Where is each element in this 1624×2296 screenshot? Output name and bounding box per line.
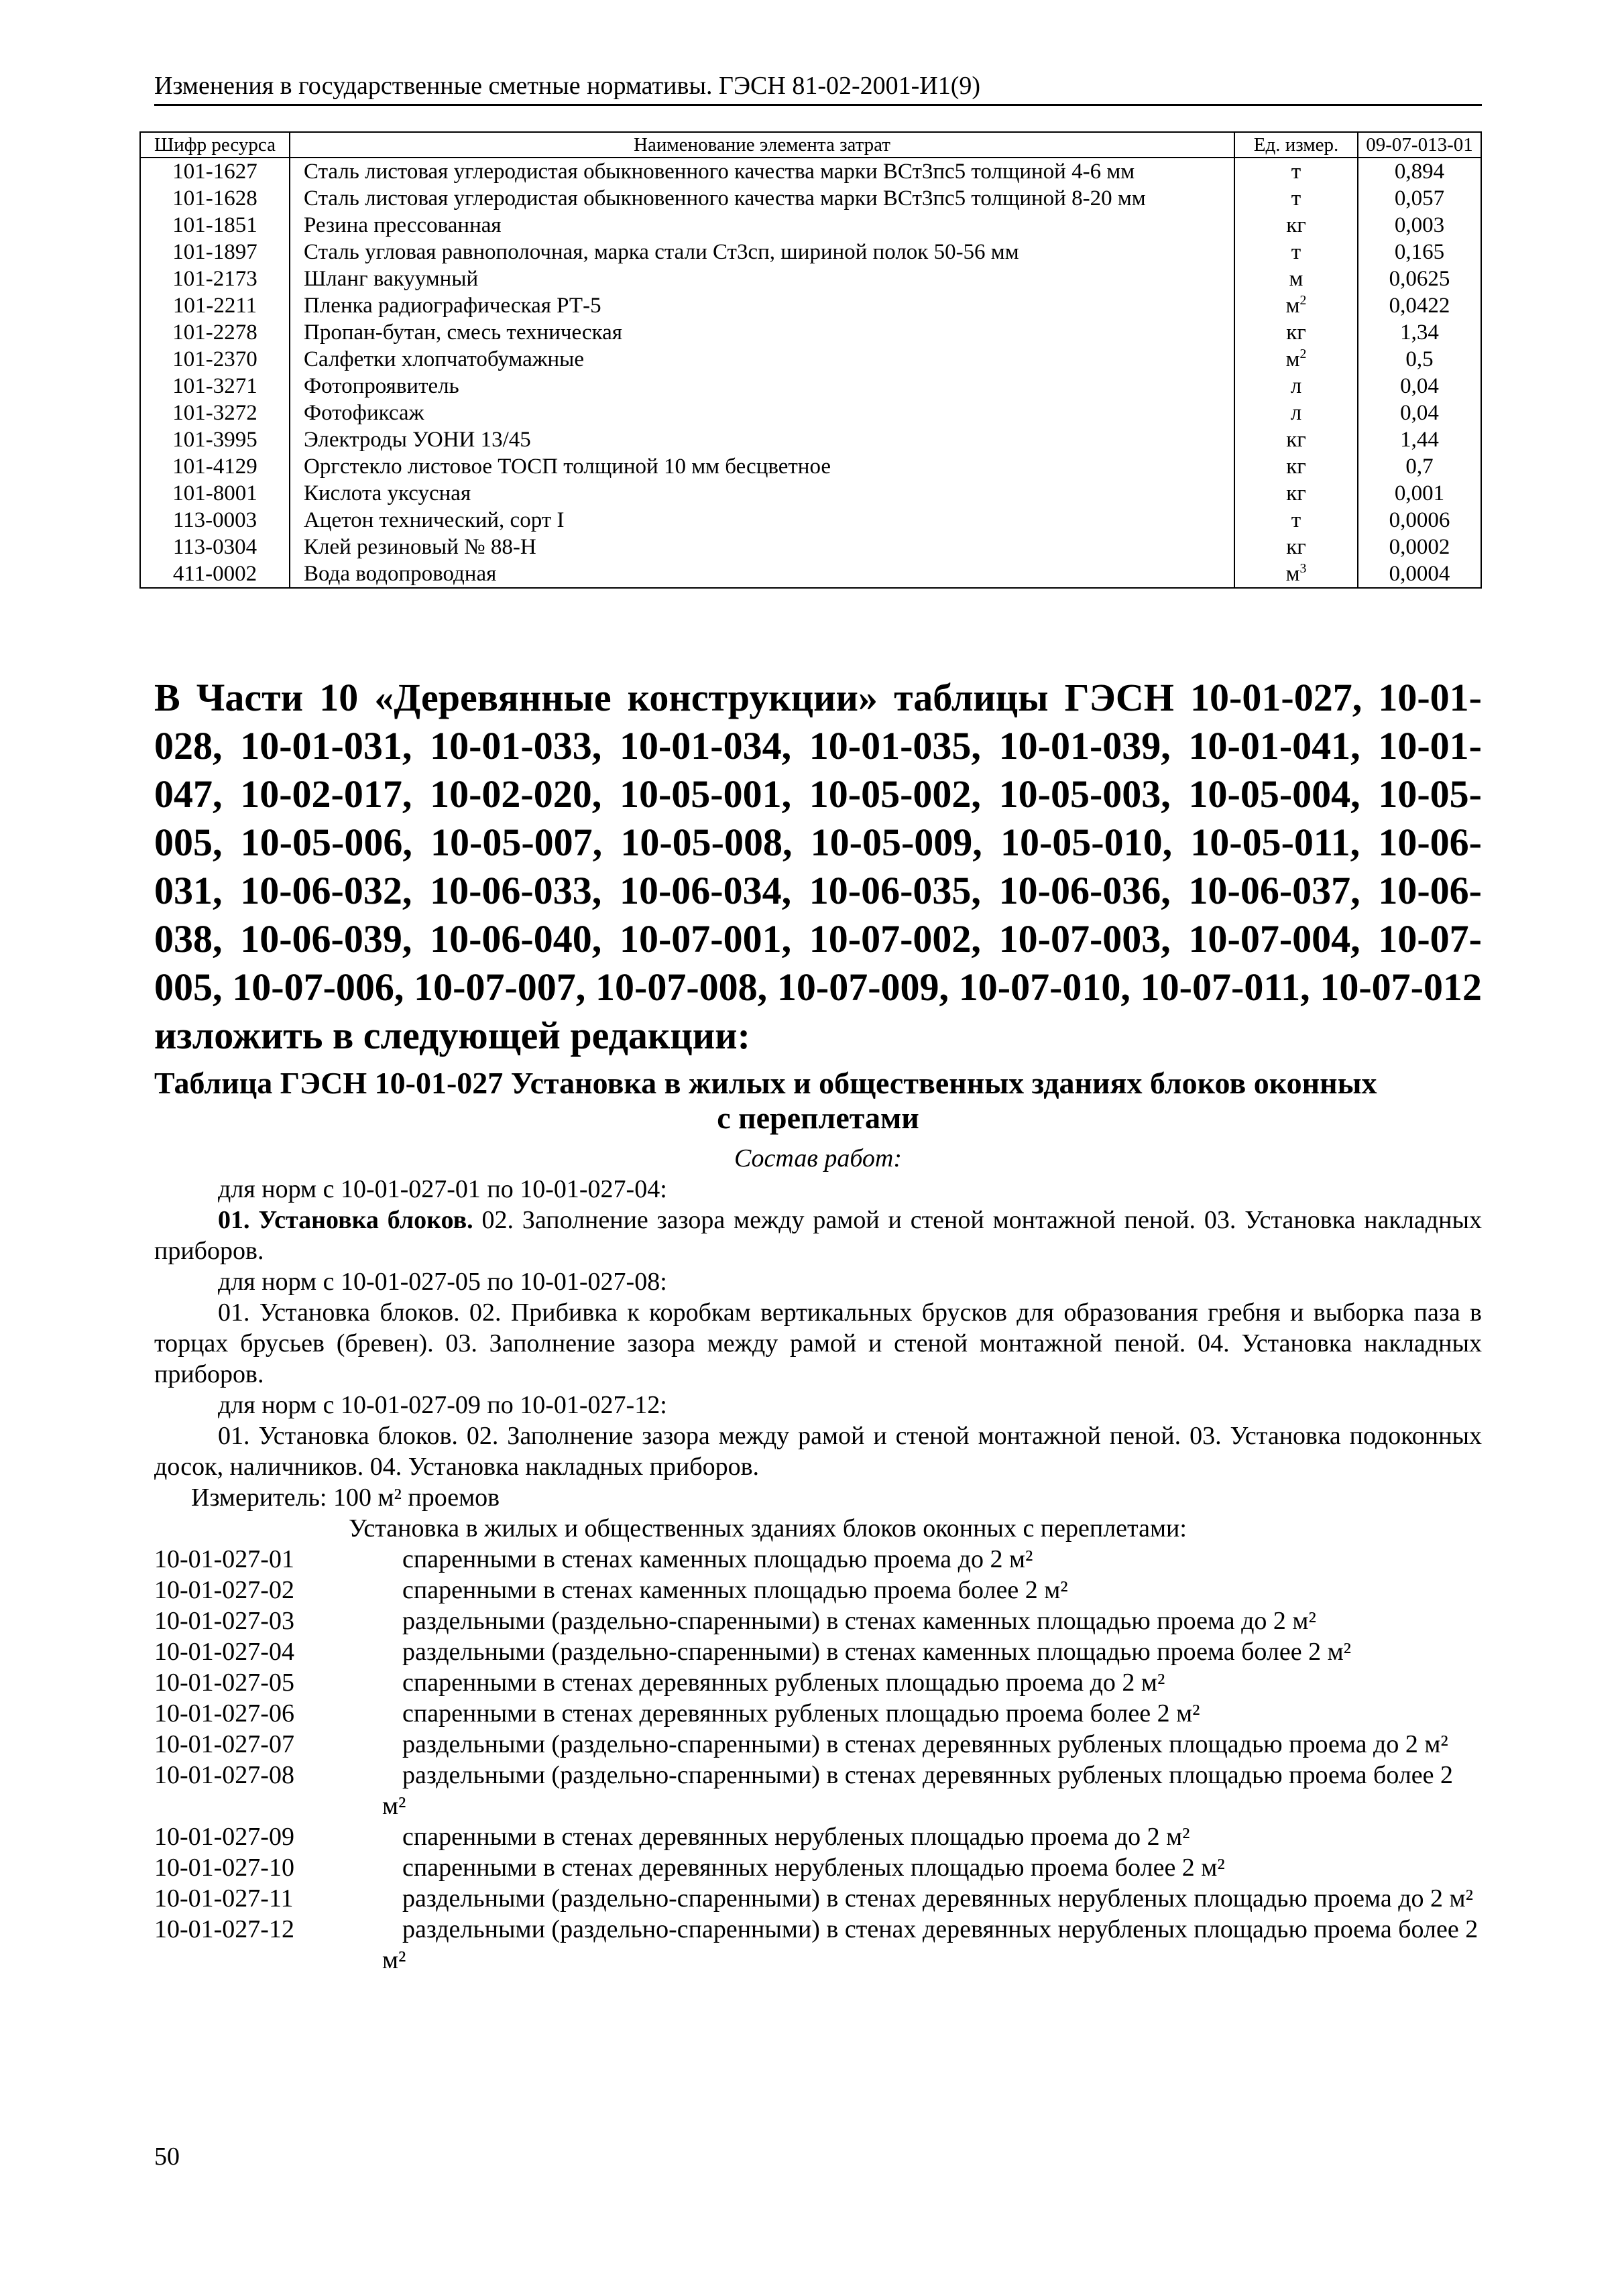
table-row [140, 158, 1481, 185]
table-row [140, 239, 1481, 265]
header-unit: Ед. измер. [1234, 132, 1358, 158]
resource-value: 0,003 [1358, 212, 1481, 239]
norm-row [154, 1883, 1482, 1914]
resource-code: 411-0002 [140, 560, 290, 588]
unit-text: л [1290, 374, 1302, 398]
header-value: 09-07-013-01 [1358, 132, 1481, 158]
resource-name: Пленка радиографическая РТ-5 [290, 292, 1234, 319]
group2-range: для норм с 10-01-027-05 по 10-01-027-08: [218, 1268, 667, 1296]
resource-unit [1234, 158, 1358, 185]
norm-description: раздельными (раздельно-спаренными) в стенах деревянных рубленых площадью проема до 2 м² [402, 1730, 1448, 1758]
resource-value: 0,5 [1358, 346, 1481, 373]
group1-text [154, 1205, 1482, 1266]
section-heading: В Части 10 «Деревянные конструкции» таблицы ГЭСН 10-01-027, 10-01-028, 10-01-031, 10-01-033, 10-01-034, 10-01-035, 10-01-039, 10-01-041, 10-01-047, 10-02-017, 10-02-020, 10-05-001, 10-05-002, 10-05-003, 10-05-004, 10-05-005, 10-05-006, 10-05-007, 10-05-008, 10-05-009, 10-05-010, 10-05-011, 10-06-031, 10-06-032, 10-06-033, 10-06-034, 10-06-035, 10-06-036, 10-06-037, 10-06-038, 10-06-039, 10-06-040, 10-07-001, 10-07-002, 10-07-003, 10-07-004, 10-07-005, 10-07-006, 10-07-007, 10-07-008, 10-07-009, 10-07-010, 10-07-011, 10-07-012 изложить в следующей редакции: [154, 676, 1482, 1057]
unit-text: кг [1286, 455, 1306, 479]
resource-value: 0,165 [1358, 239, 1481, 265]
resource-value: 0,04 [1358, 400, 1481, 426]
table-row [140, 212, 1481, 239]
resource-value: 0,001 [1358, 480, 1481, 507]
resource-unit [1234, 292, 1358, 319]
resource-name: Фотопроявитель [290, 373, 1234, 400]
table-title [154, 1066, 1482, 1136]
norm-code: 10-01-027-04 [154, 1638, 294, 1666]
resource-value: 0,7 [1358, 453, 1481, 480]
resource-value: 0,057 [1358, 185, 1481, 212]
norm-description: спаренными в стенах каменных площадью проема до 2 м² [402, 1545, 1033, 1573]
table-row [140, 560, 1481, 588]
resource-code: 113-0003 [140, 507, 290, 534]
resource-value: 0,0422 [1358, 292, 1481, 319]
resource-unit [1234, 534, 1358, 560]
table-title-line2: с переплетами [717, 1101, 919, 1135]
norm-row [154, 1606, 1482, 1636]
table-row [140, 292, 1481, 319]
resource-code: 101-4129 [140, 453, 290, 480]
resource-value: 1,44 [1358, 426, 1481, 453]
resource-name: Оргстекло листовое ТОСП толщиной 10 мм бесцветное [290, 453, 1234, 480]
resource-value: 0,894 [1358, 158, 1481, 185]
header-code: Шифр ресурса [140, 132, 290, 158]
resource-name: Шланг вакуумный [290, 265, 1234, 292]
page-number: 50 [154, 2142, 180, 2171]
table-header-row [140, 132, 1481, 158]
resource-code: 101-2211 [140, 292, 290, 319]
table-row [140, 346, 1481, 373]
norm-code: 10-01-027-09 [154, 1823, 294, 1851]
resource-code: 101-2278 [140, 319, 290, 346]
group2-text: 01. Установка блоков. 02. Прибивка к коробкам вертикальных брусков для образования гребня и выборка паза в торцах брусьев (бревен). 03. Заполнение зазора между рамой и стеной монтажной пеной. 04. Установка накладных приборов. [154, 1298, 1482, 1388]
resource-name: Электроды УОНИ 13/45 [290, 426, 1234, 453]
norm-description: спаренными в стенах деревянных рубленых площадью проема до 2 м² [402, 1669, 1165, 1697]
unit-text: л [1290, 401, 1302, 425]
resource-unit [1234, 507, 1358, 534]
norm-row [154, 1821, 1482, 1852]
resource-name: Резина прессованная [290, 212, 1234, 239]
norm-row [154, 1852, 1482, 1883]
resource-table-body [140, 158, 1481, 588]
resource-code: 101-2370 [140, 346, 290, 373]
resource-value: 0,0002 [1358, 534, 1481, 560]
unit-text: т [1291, 160, 1301, 184]
unit-text: кг [1286, 213, 1306, 237]
resource-code: 113-0304 [140, 534, 290, 560]
resource-code: 101-1851 [140, 212, 290, 239]
norm-code: 10-01-027-03 [154, 1607, 294, 1635]
unit-text: кг [1286, 535, 1306, 559]
norm-row [154, 1544, 1482, 1575]
resource-unit [1234, 346, 1358, 373]
resource-value: 0,0625 [1358, 265, 1481, 292]
resource-value: 0,04 [1358, 373, 1481, 400]
norm-description: спаренными в стенах деревянных нерубленых площадью проема до 2 м² [402, 1823, 1190, 1851]
norm-row [154, 1729, 1482, 1760]
norm-row [154, 1667, 1482, 1698]
table-row [140, 319, 1481, 346]
norm-description: раздельными (раздельно-спаренными) в стенах каменных площадью проема до 2 м² [402, 1607, 1316, 1635]
norm-row [154, 1760, 1482, 1821]
norm-description: спаренными в стенах деревянных рубленых площадью проема более 2 м² [402, 1699, 1200, 1728]
resource-name: Фотофиксаж [290, 400, 1234, 426]
resource-code: 101-2173 [140, 265, 290, 292]
norm-code: 10-01-027-05 [154, 1669, 294, 1697]
resource-name: Пропан-бутан, смесь техническая [290, 319, 1234, 346]
resource-code: 101-3271 [140, 373, 290, 400]
resource-value: 0,0006 [1358, 507, 1481, 534]
resource-table [139, 131, 1482, 589]
unit-text: м [1285, 347, 1300, 371]
norm-row [154, 1698, 1482, 1729]
resource-name: Кислота уксусная [290, 480, 1234, 507]
resource-name: Ацетон технический, сорт I [290, 507, 1234, 534]
norm-description: раздельными (раздельно-спаренными) в стенах каменных площадью проема более 2 м² [402, 1638, 1352, 1666]
resource-name: Клей резиновый № 88-Н [290, 534, 1234, 560]
table-row [140, 480, 1481, 507]
group3-range: для норм с 10-01-027-09 по 10-01-027-12: [218, 1391, 667, 1419]
unit-text: т [1291, 508, 1301, 532]
table-row [140, 185, 1481, 212]
norm-code: 10-01-027-07 [154, 1730, 294, 1758]
unit-text: м [1285, 562, 1300, 586]
resource-unit [1234, 426, 1358, 453]
table-row [140, 507, 1481, 534]
norm-code: 10-01-027-06 [154, 1699, 294, 1728]
norm-code: 10-01-027-02 [154, 1576, 294, 1604]
unit-text: т [1291, 186, 1301, 210]
resource-code: 101-1897 [140, 239, 290, 265]
resource-name: Салфетки хлопчатобумажные [290, 346, 1234, 373]
norm-description: спаренными в стенах деревянных нерубленых площадью проема более 2 м² [402, 1854, 1225, 1882]
resource-code: 101-1627 [140, 158, 290, 185]
norm-code: 10-01-027-01 [154, 1545, 294, 1573]
unit-superscript: 2 [1299, 347, 1307, 361]
table-row [140, 400, 1481, 426]
resource-unit [1234, 265, 1358, 292]
group1-bold: 01. Установка блоков. [218, 1206, 473, 1234]
norms-intro: Установка в жилых и общественных зданиях блоков оконных с переплетами: [349, 1514, 1187, 1543]
norm-code: 10-01-027-08 [154, 1761, 294, 1789]
unit-text: кг [1286, 320, 1306, 345]
table-row [140, 426, 1481, 453]
norm-description: раздельными (раздельно-спаренными) в стенах деревянных нерубленых площадью проема до 2 м² [402, 1884, 1473, 1913]
resource-unit [1234, 319, 1358, 346]
resource-name: Сталь листовая углеродистая обыкновенного качества марки ВСт3пс5 толщиной 4-6 мм [290, 158, 1234, 185]
resource-name: Сталь листовая углеродистая обыкновенного качества марки ВСт3пс5 толщиной 8-20 мм [290, 185, 1234, 212]
resource-value: 0,0004 [1358, 560, 1481, 588]
work-composition [154, 1143, 1482, 1976]
resource-unit [1234, 453, 1358, 480]
resource-code: 101-1628 [140, 185, 290, 212]
resource-code: 101-8001 [140, 480, 290, 507]
norm-row [154, 1636, 1482, 1667]
unit-superscript: 2 [1299, 293, 1307, 308]
resource-unit [1234, 480, 1358, 507]
resource-code: 101-3272 [140, 400, 290, 426]
resource-name: Сталь угловая равнополочная, марка стали Ст3сп, шириной полок 50-56 мм [290, 239, 1234, 265]
resource-unit [1234, 560, 1358, 588]
table-row [140, 453, 1481, 480]
norm-row [154, 1914, 1482, 1976]
resource-unit [1234, 373, 1358, 400]
resource-unit [1234, 400, 1358, 426]
group1-rest: 02. Заполнение зазора между рамой и стеной монтажной пеной. 03. Установка накладных приборов. [154, 1206, 1482, 1265]
page-header: Изменения в государственные сметные нормативы. ГЭСН 81-02-2001-И1(9) [154, 70, 1482, 106]
unit-text: кг [1286, 481, 1306, 505]
norm-row [154, 1575, 1482, 1606]
header-name: Наименование элемента затрат [290, 132, 1234, 158]
norm-description: раздельными (раздельно-спаренными) в стенах деревянных рубленых площадью проема более 2 м² [382, 1761, 1454, 1820]
norm-description: спаренными в стенах каменных площадью проема более 2 м² [402, 1576, 1068, 1604]
resource-code: 101-3995 [140, 426, 290, 453]
unit-text: т [1291, 240, 1301, 264]
norm-code: 10-01-027-12 [154, 1915, 294, 1943]
norm-code: 10-01-027-10 [154, 1854, 294, 1882]
table-title-line1: Таблица ГЭСН 10-01-027 Установка в жилых и общественных зданиях блоков оконных [154, 1066, 1377, 1100]
unit-text: кг [1286, 428, 1306, 452]
norm-description: раздельными (раздельно-спаренными) в стенах деревянных нерубленых площадью проема более 2 м² [382, 1915, 1478, 1974]
resource-name: Вода водопроводная [290, 560, 1234, 588]
resource-value: 1,34 [1358, 319, 1481, 346]
unit-superscript: 3 [1299, 561, 1307, 576]
norms-list [154, 1544, 1482, 1976]
resource-unit [1234, 239, 1358, 265]
table-row [140, 265, 1481, 292]
group1-range: для норм с 10-01-027-01 по 10-01-027-04: [218, 1175, 667, 1203]
table-row [140, 373, 1481, 400]
norm-code: 10-01-027-11 [154, 1884, 294, 1913]
group3-text: 01. Установка блоков. 02. Заполнение зазора между рамой и стеной монтажной пеной. 03. Установка подоконных досок, наличников. 04. Установка накладных приборов. [154, 1422, 1482, 1481]
work-label: Состав работ: [734, 1144, 903, 1172]
unit-text: м [1289, 267, 1303, 291]
measure: Измеритель: 100 м² проемов [191, 1484, 500, 1512]
unit-text: м [1285, 294, 1300, 318]
resource-unit [1234, 185, 1358, 212]
resource-unit [1234, 212, 1358, 239]
table-row [140, 534, 1481, 560]
